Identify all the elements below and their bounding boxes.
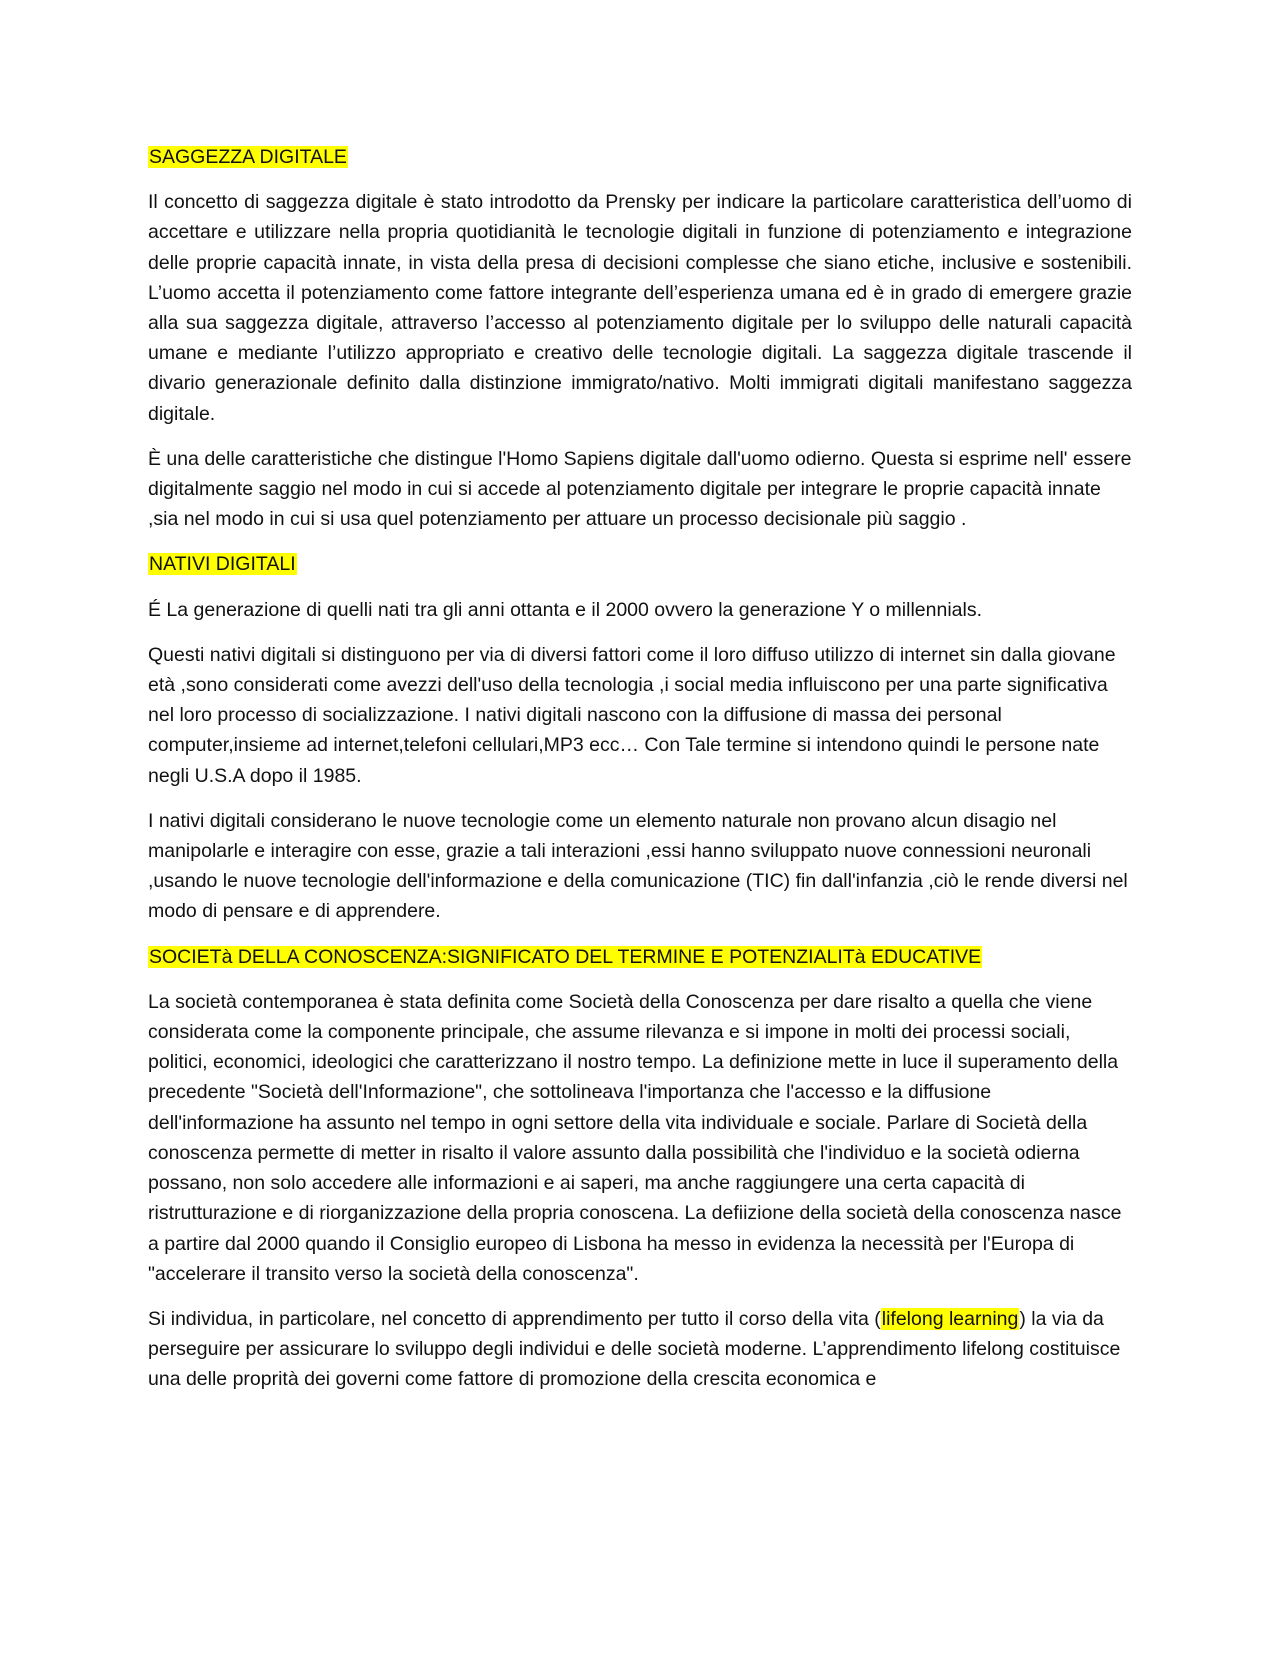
paragraph: La società contemporanea è stata definita come Società della Conoscenza per dare risalto a quella che viene considerata come la componente principale, che assume rilevanza e si impone in molti dei processi sociali, politici, economici, ideologici che caratterizzano il nostro tempo. La definizione mette in luce il superamento della precedente "Società dell'Informazione", che sottolineava l'importanza che l'accesso e la diffusione dell'informazione ha assunto nel tempo in ogni settore della vita individuale e sociale. Parlare di Società della conoscenza permette di metter in risalto il valore assunto dalla possibilità che l'individuo e la società odierna possano, non solo accedere alle informazioni e ai saperi, ma anche raggiungere una certa capacità di ristrutturazione e di riorganizzazione della propria conoscena. La defiizione della società della conoscenza nasce a partire dal 2000 quando il Consiglio europeo di Lisbona ha messo in evidenza la necessità per l'Europa di "accelerare il transito verso la società della conoscenza".	[148, 990, 1122, 1285]
section-heading-societa	[148, 942, 1132, 972]
paragraph: É La generazione di quelli nati tra gli anni ottanta e il 2000 ovvero la generazione Y o millennials.	[148, 598, 982, 621]
section-heading-saggezza	[148, 142, 1132, 172]
section-heading-nativi	[148, 549, 1132, 579]
document-page	[148, 142, 1132, 1410]
paragraph-lifelong	[148, 1304, 1132, 1395]
paragraph: I nativi digitali considerano le nuove tecnologie come un elemento naturale non provano alcun disagio nel manipolarle e interagire con esse, grazie a tali interazioni ,essi hanno sviluppato nuove connessioni neuronali ,usando le nuove tecnologie dell'informazione e della comunicazione (TIC) fin dall'infanzia ,ciò le rende diversi nel modo di pensare e di apprendere.	[148, 809, 1128, 923]
paragraph: Questi nativi digitali si distinguono per via di diversi fattori come il loro diffuso utilizzo di internet sin dalla giovane età ,sono considerati come avezzi dell'uso della tecnologia ,i social media influiscono per una parte significativa nel loro processo di socializzazione. I nativi digitali nascono con la diffusione di massa dei personal computer,insieme ad internet,telefoni cellulari,MP3 ecc… Con Tale termine si intendono quindi le persone nate negli U.S.A dopo il 1985.	[148, 643, 1116, 787]
highlighted-heading: SAGGEZZA DIGITALE	[149, 146, 347, 168]
text-after: ) la via da perseguire per assicurare lo sviluppo degli individui e delle società moderne. L’apprendimento lifelong costituisce una delle proprità dei governi come fattore di promozione della crescita economica e	[148, 1307, 1121, 1391]
highlighted-term: lifelong learning	[881, 1307, 1019, 1330]
paragraph: Il concetto di saggezza digitale è stato introdotto da Prensky per indicare la particolare caratteristica dell’uomo di accettare e utilizzare nella propria quotidianità le tecnologie digitali in funzione di potenziamento e integrazione delle proprie capacità innate, in vista della presa di decisioni complesse che siano etiche, inclusive e sostenibili. L’uomo accetta il potenziamento come fattore integrante dell’esperienza umana ed è in grado di emergere grazie alla sua saggezza digitale, attraverso l’accesso al potenziamento digitale per lo sviluppo delle naturali capacità umane e mediante l’utilizzo appropriato e creativo delle tecnologie digitali. La saggezza digitale trascende il divario generazionale definito dalla distinzione immigrato/nativo. Molti immigrati digitali manifestano saggezza digitale.	[148, 191, 1132, 425]
highlighted-heading: NATIVI DIGITALI	[149, 553, 296, 576]
text-before: Si individua, in particolare, nel concetto di apprendimento per tutto il corso della vita (	[148, 1307, 881, 1330]
paragraph: È una delle caratteristiche che distingue l'Homo Sapiens digitale dall'uomo odierno. Questa si esprime nell' essere digitalmente saggio nel modo in cui si accede al potenziamento digitale per integrare le proprie capacità innate ,sia nel modo in cui si usa quel potenziamento per attuare un processo decisionale più saggio .	[148, 447, 1132, 531]
highlighted-heading: SOCIETà DELLA CONOSCENZA:SIGNIFICATO DEL TERMINE E POTENZIALITà EDUCATIVE	[149, 945, 982, 968]
